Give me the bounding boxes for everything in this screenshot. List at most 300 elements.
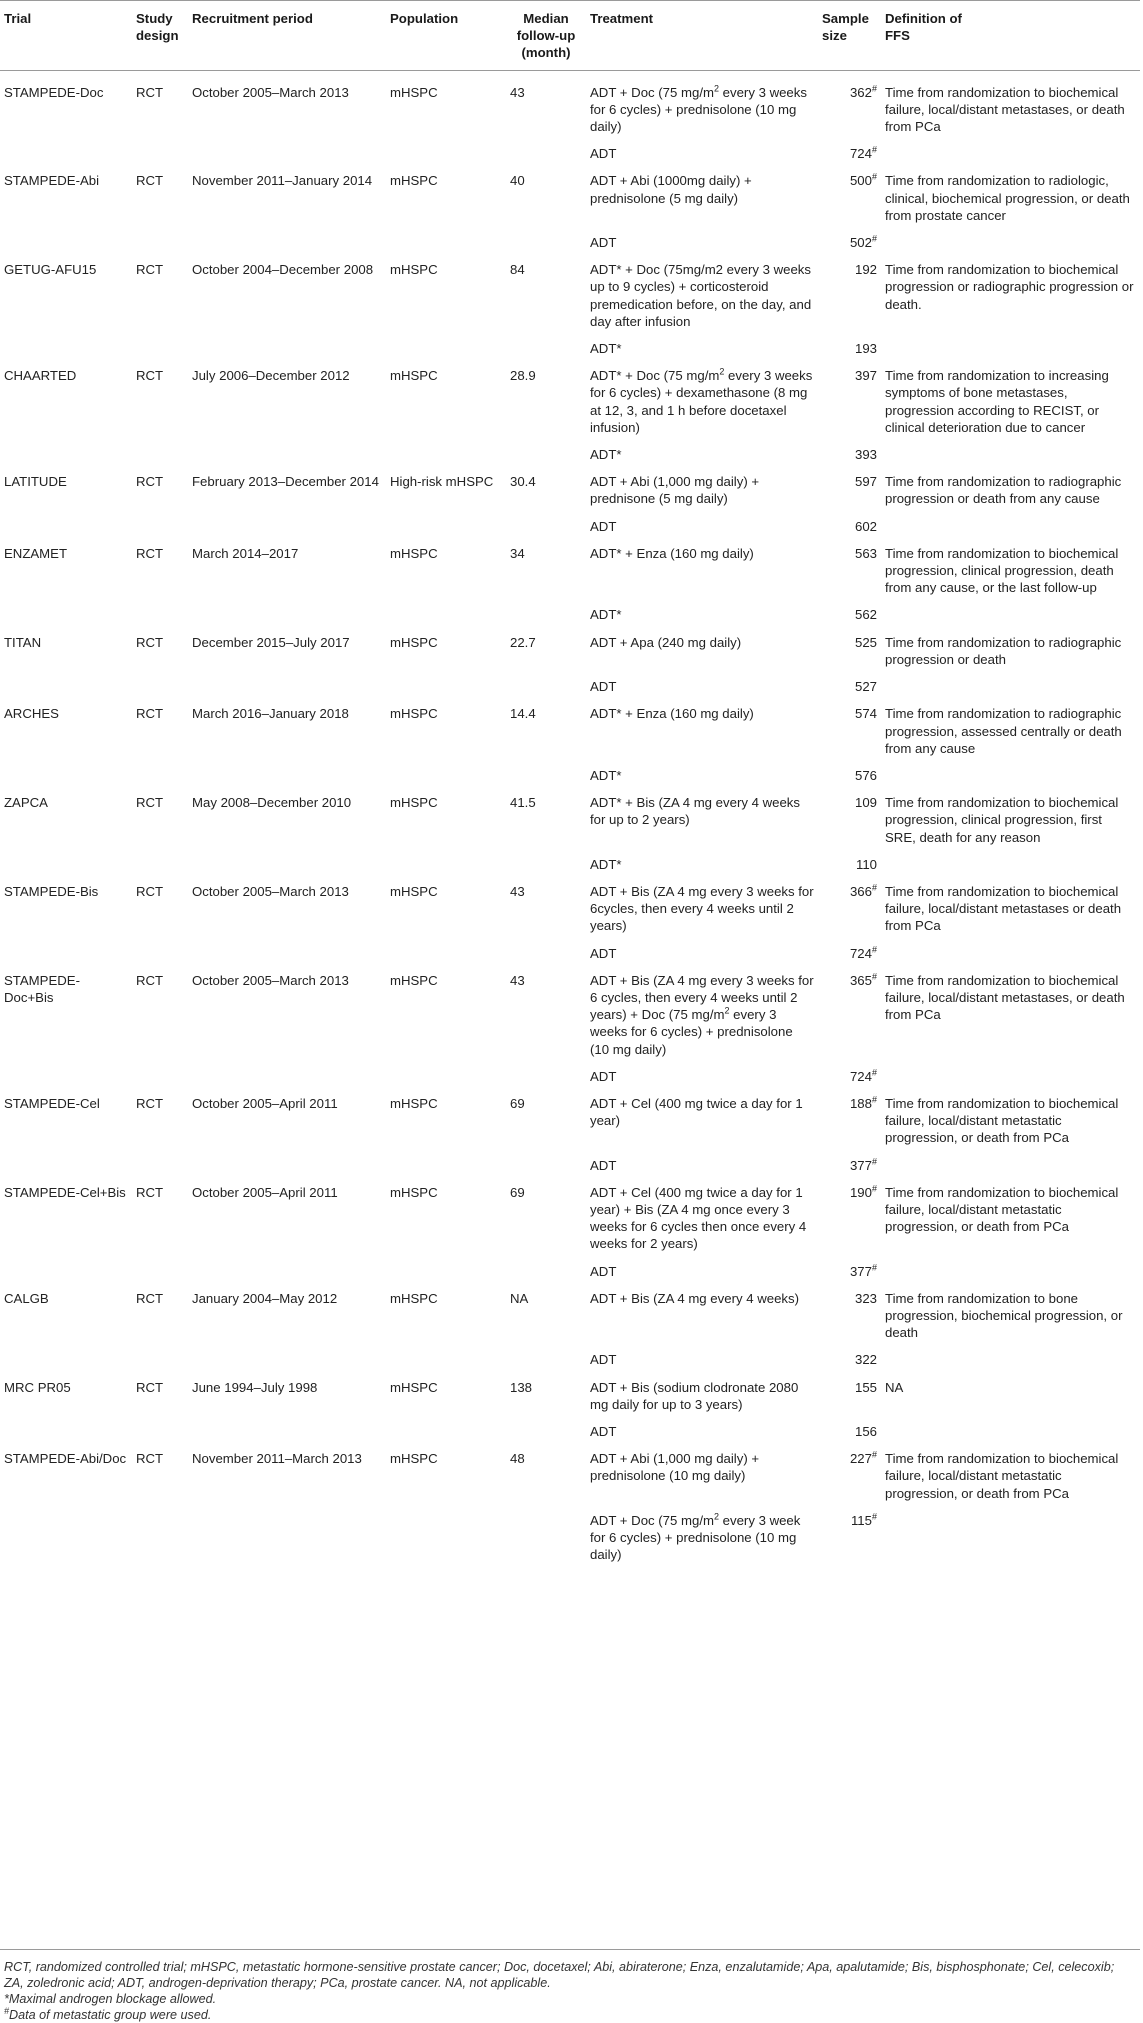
trial-name: TITAN — [4, 634, 42, 650]
treatment: ADT* + Doc (75mg/m2 every 3 weeks up to 9 cycles) + corticosteroid premedication before, on the day, and day after infusion — [590, 262, 812, 329]
empty-cell — [0, 1346, 132, 1373]
empty-cell — [132, 762, 188, 789]
recruitment-period: October 2005–March 2013 — [192, 84, 349, 100]
trial-row — [0, 468, 1140, 512]
empty-cell — [881, 1258, 1140, 1285]
trial-name: CHAARTED — [4, 368, 77, 384]
trial-arm-row — [0, 1346, 1140, 1373]
trial-arm-row — [0, 140, 1140, 167]
median-follow-up: 69 — [510, 1184, 525, 1200]
empty-cell — [188, 229, 386, 256]
median-follow-up: 84 — [510, 262, 525, 278]
treatment: ADT — [590, 1263, 617, 1279]
empty-cell — [0, 601, 132, 628]
trial-arm-row — [0, 940, 1140, 967]
trial-row — [0, 878, 1140, 940]
table-header — [0, 1, 1140, 71]
sample-size-value: 188 — [849, 1095, 872, 1111]
trial-row — [0, 1445, 1140, 1507]
recruitment-period: July 2006–December 2012 — [192, 368, 350, 384]
recruitment-period: November 2011–January 2014 — [192, 173, 373, 189]
metastatic-mark: # — [871, 944, 877, 955]
treatment: ADT — [590, 1424, 617, 1439]
empty-cell — [881, 1063, 1140, 1090]
empty-cell — [881, 335, 1140, 362]
empty-cell — [881, 601, 1140, 628]
empty-cell — [188, 1346, 386, 1373]
header-ffs-definition: Definition of FFS — [885, 11, 962, 44]
recruitment-period: October 2005–March 2013 — [192, 883, 349, 899]
empty-cell — [188, 335, 386, 362]
empty-cell — [188, 1152, 386, 1179]
ffs-definition: Time from randomization to biochemical failure, local/distant metastatic progression, or death from PCa — [885, 1184, 1119, 1235]
empty-cell — [881, 140, 1140, 167]
trial-arm-row — [0, 673, 1140, 700]
metastatic-mark: # — [871, 1262, 877, 1273]
population: mHSPC — [390, 368, 438, 384]
median-follow-up: NA — [510, 1290, 529, 1306]
sample-size — [818, 167, 881, 229]
trial-row — [0, 700, 1140, 762]
empty-cell — [386, 1152, 506, 1179]
empty-cell — [506, 513, 586, 540]
empty-cell — [386, 940, 506, 967]
ffs-definition: Time from randomization to biochemical failure, local/distant metastatic progression, or death from PCa — [885, 1095, 1119, 1146]
empty-cell — [386, 1418, 506, 1445]
empty-cell — [386, 851, 506, 878]
header-treatment: Treatment — [590, 11, 654, 26]
treatment: ADT + Apa (240 mg daily) — [590, 634, 742, 650]
empty-cell — [188, 1063, 386, 1090]
ffs-definition: Time from randomization to radiographic progression or death from any cause — [885, 474, 1122, 507]
population: mHSPC — [390, 706, 438, 722]
empty-cell — [0, 229, 132, 256]
trial-arm-row — [0, 1063, 1140, 1090]
empty-cell — [881, 1418, 1140, 1445]
metastatic-mark: # — [871, 83, 877, 94]
footnote-abbreviations: RCT, randomized controlled trial; mHSPC, metastatic hormone-sensitive prostate cancer; Doc, docetaxel; Abi, abiraterone; Enza, enzalutamide; Apa, apalutamide; Bis, bisphosphonate; Cel, celecoxib; ZA, zoledronic acid; ADT, androgen-deprivation therapy; PCa, prostate cancer. NA, not applicable. — [4, 1960, 1115, 1990]
empty-cell — [881, 851, 1140, 878]
empty-cell — [0, 673, 132, 700]
metastatic-mark: # — [871, 1094, 877, 1105]
sample-size-value: 227 — [849, 1451, 872, 1467]
empty-cell — [0, 1258, 132, 1285]
empty-cell — [188, 601, 386, 628]
median-follow-up: 43 — [510, 972, 525, 988]
sample-size-value: 190 — [849, 1184, 872, 1200]
sample-size-value: 525 — [854, 634, 877, 650]
sample-size — [818, 700, 881, 762]
sample-size-value: 193 — [854, 341, 877, 357]
empty-cell — [132, 851, 188, 878]
trial-name: STAMPEDE-Bis — [4, 883, 99, 899]
empty-cell — [0, 1152, 132, 1179]
header-sample-size: Sample size — [822, 11, 869, 44]
study-design: RCT — [136, 545, 164, 561]
sample-size-value: 397 — [854, 368, 877, 384]
sample-size — [818, 940, 881, 967]
ffs-definition: Time from randomization to bone progression, biochemical progression, or death — [885, 1290, 1123, 1341]
treatment: ADT* — [590, 856, 622, 872]
sample-size-value: 109 — [854, 795, 877, 811]
trial-name: STAMPEDE-Cel — [4, 1095, 100, 1111]
sample-size — [818, 1418, 881, 1445]
trial-arm-row — [0, 1258, 1140, 1285]
population: mHSPC — [390, 84, 438, 100]
empty-cell — [881, 441, 1140, 468]
population: mHSPC — [390, 883, 438, 899]
empty-cell — [386, 1346, 506, 1373]
empty-cell — [188, 762, 386, 789]
sample-size — [818, 629, 881, 673]
recruitment-period: March 2014–2017 — [192, 545, 299, 561]
study-design: RCT — [136, 368, 164, 384]
treatment: ADT + Bis (ZA 4 mg every 4 weeks) — [590, 1290, 799, 1306]
sample-size-value: 502 — [849, 235, 872, 251]
empty-cell — [0, 1418, 132, 1445]
population: mHSPC — [390, 1095, 438, 1111]
population: mHSPC — [390, 1379, 438, 1395]
empty-cell — [881, 762, 1140, 789]
empty-cell — [506, 1152, 586, 1179]
empty-cell — [188, 1418, 386, 1445]
sample-size — [818, 601, 881, 628]
recruitment-period: December 2015–July 2017 — [192, 634, 350, 650]
empty-cell — [506, 140, 586, 167]
sample-size — [818, 362, 881, 441]
sample-size-value: 110 — [855, 856, 877, 872]
study-design: RCT — [136, 1379, 164, 1395]
empty-cell — [0, 851, 132, 878]
trial-arm-row — [0, 335, 1140, 362]
trial-row — [0, 789, 1140, 851]
empty-cell — [881, 673, 1140, 700]
sample-size-value: 362 — [849, 84, 872, 100]
sample-size — [818, 1285, 881, 1347]
trial-arm-row — [0, 601, 1140, 628]
treatment: ADT* + Doc (75 $mg/m^2$ every 3 weeks for 6 cycles) + dexamethasone (8 mg at 12, 3, and 1 h before docetaxel infusion) — [590, 366, 813, 435]
treatment: ADT — [590, 235, 617, 251]
footnote-hash: #Data of metastatic group were used. — [4, 2005, 212, 2022]
treatment: ADT + Doc (75 $mg/m^2$ every 3 weeks for 6 cycles) + prednisolone (10 mg daily) — [590, 83, 807, 135]
trial-name: STAMPEDE-Abi — [4, 173, 100, 189]
empty-cell — [386, 140, 506, 167]
sample-size — [818, 335, 881, 362]
empty-cell — [132, 140, 188, 167]
study-design: RCT — [136, 1184, 164, 1200]
sample-size-value: 323 — [854, 1290, 877, 1306]
treatment: ADT — [590, 146, 617, 162]
empty-cell — [506, 940, 586, 967]
study-design: RCT — [136, 173, 164, 189]
treatment: ADT + Bis (ZA 4 mg every 3 weeks for 6cycles, then every 4 weeks until 2 years) — [590, 883, 814, 934]
empty-cell — [132, 1346, 188, 1373]
treatment: ADT — [590, 1352, 617, 1368]
study-design: RCT — [136, 706, 164, 722]
sample-size-value: 322 — [854, 1352, 877, 1368]
ffs-definition: Time from randomization to increasing symptoms of bone metastases, progression according to RECIST, or clinical deterioration due to cancer — [885, 368, 1109, 435]
ffs-definition: Time from randomization to biochemical progression, clinical progression, first SRE, death for any reason — [885, 795, 1119, 845]
header-followup: Median follow-up (month) — [516, 11, 576, 61]
treatment: ADT + Abi (1,000 mg daily) + prednisolone (10 mg daily) — [590, 1451, 760, 1484]
empty-cell — [0, 762, 132, 789]
ffs-definition: Time from randomization to biochemical failure, local/distant metastases or death from PCa — [885, 883, 1122, 934]
sample-size — [818, 441, 881, 468]
population: mHSPC — [390, 1290, 438, 1306]
study-design: RCT — [136, 634, 164, 650]
sample-size-value: 527 — [854, 679, 877, 695]
header-period: Recruitment period — [192, 11, 313, 26]
study-design: RCT — [136, 1095, 164, 1111]
trial-name: LATITUDE — [4, 474, 67, 490]
study-design: RCT — [136, 262, 164, 278]
sample-size-value: 576 — [854, 767, 877, 783]
treatment: ADT — [590, 1157, 617, 1173]
median-follow-up: 28.9 — [510, 368, 536, 384]
header-population: Population — [390, 11, 459, 26]
empty-cell — [881, 1507, 1140, 1569]
treatment: ADT* — [590, 607, 622, 623]
study-design: RCT — [136, 474, 164, 490]
treatment: ADT + Bis (sodium clodronate 2080 mg daily for up to 3 years) — [590, 1379, 799, 1412]
median-follow-up: 34 — [510, 545, 525, 561]
population: mHSPC — [390, 634, 438, 650]
sample-size — [818, 1179, 881, 1258]
empty-cell — [132, 513, 188, 540]
trial-arm-row — [0, 1507, 1140, 1569]
trial-row — [0, 540, 1140, 602]
sample-size-value: 724 — [849, 1068, 872, 1084]
population: mHSPC — [390, 795, 438, 811]
sample-size-value: 377 — [849, 1263, 872, 1279]
trial-name: STAMPEDE-Cel+Bis — [4, 1184, 126, 1200]
empty-cell — [0, 1063, 132, 1090]
empty-cell — [386, 673, 506, 700]
metastatic-mark: # — [871, 233, 877, 244]
study-design: RCT — [136, 84, 164, 100]
recruitment-period: October 2005–April 2011 — [192, 1184, 338, 1200]
empty-cell — [132, 335, 188, 362]
empty-cell — [132, 673, 188, 700]
sample-size-value: 115 — [850, 1512, 872, 1528]
empty-cell — [188, 140, 386, 167]
trial-row — [0, 70, 1140, 140]
sample-size-value: 597 — [854, 474, 877, 490]
sample-size — [818, 140, 881, 167]
treatment: ADT* — [590, 767, 622, 783]
treatment: ADT — [590, 679, 617, 695]
table-body — [0, 70, 1140, 1568]
metastatic-mark: # — [871, 1067, 877, 1078]
empty-cell — [386, 441, 506, 468]
trial-arm-row — [0, 229, 1140, 256]
empty-cell — [506, 229, 586, 256]
sample-size — [818, 513, 881, 540]
median-follow-up: 30.4 — [510, 474, 536, 490]
trial-name: ENZAMET — [4, 545, 68, 561]
empty-cell — [386, 1507, 506, 1569]
sample-size — [818, 673, 881, 700]
empty-cell — [386, 601, 506, 628]
empty-cell — [0, 513, 132, 540]
empty-cell — [132, 1418, 188, 1445]
sample-size — [818, 851, 881, 878]
empty-cell — [132, 1507, 188, 1569]
median-follow-up: 43 — [510, 84, 525, 100]
trial-row — [0, 167, 1140, 229]
sample-size-value: 365 — [849, 972, 872, 988]
study-design: RCT — [136, 883, 164, 899]
recruitment-period: June 1994–July 1998 — [192, 1379, 318, 1395]
treatment: ADT + Cel (400 mg twice a day for 1 year) — [590, 1095, 803, 1129]
metastatic-mark: # — [871, 882, 877, 893]
empty-cell — [506, 673, 586, 700]
treatment: ADT + Cel (400 mg twice a day for 1 year) + Bis (ZA 4 mg once every 3 weeks for 6 cycles then once every 4 weeks for 2 years) — [590, 1184, 807, 1252]
treatment: ADT — [590, 945, 617, 961]
sample-size-value: 192 — [854, 262, 877, 278]
recruitment-period: October 2005–April 2011 — [192, 1095, 338, 1111]
sample-size — [818, 229, 881, 256]
empty-cell — [0, 940, 132, 967]
study-design: RCT — [136, 972, 164, 988]
empty-cell — [386, 1258, 506, 1285]
treatment: ADT* — [590, 341, 622, 357]
empty-cell — [188, 673, 386, 700]
median-follow-up: 41.5 — [510, 795, 536, 811]
table-footnotes — [0, 1949, 1140, 2023]
study-design: RCT — [136, 1290, 164, 1306]
trial-name: GETUG-AFU15 — [4, 262, 97, 278]
trial-row — [0, 1179, 1140, 1258]
empty-cell — [132, 1258, 188, 1285]
recruitment-period: January 2004–May 2012 — [192, 1290, 338, 1306]
empty-cell — [188, 513, 386, 540]
empty-cell — [188, 1507, 386, 1569]
empty-cell — [506, 1507, 586, 1569]
treatment: ADT* — [590, 447, 622, 463]
sample-size-value: 156 — [854, 1424, 877, 1439]
sample-size — [818, 1063, 881, 1090]
sample-size — [818, 1258, 881, 1285]
metastatic-mark: # — [871, 1449, 877, 1460]
empty-cell — [506, 441, 586, 468]
empty-cell — [386, 229, 506, 256]
ffs-definition: Time from randomization to biochemical failure, local/distant metastatic progression, or death from PCa — [885, 1451, 1119, 1501]
empty-cell — [506, 851, 586, 878]
population: mHSPC — [390, 545, 438, 561]
trial-name: ZAPCA — [4, 795, 48, 811]
trial-name: ARCHES — [4, 706, 59, 722]
empty-cell — [0, 441, 132, 468]
metastatic-mark: # — [871, 1156, 877, 1167]
median-follow-up: 14.4 — [510, 706, 536, 722]
metastatic-mark: # — [871, 172, 877, 183]
trial-arm-row — [0, 851, 1140, 878]
ffs-definition: NA — [885, 1379, 904, 1395]
sample-size-value: 724 — [849, 945, 872, 961]
sample-size-value: 724 — [849, 146, 872, 162]
trial-arm-row — [0, 762, 1140, 789]
trial-row — [0, 1090, 1140, 1152]
empty-cell — [506, 1258, 586, 1285]
median-follow-up: 69 — [510, 1095, 525, 1111]
sample-size-value: 377 — [849, 1157, 872, 1173]
empty-cell — [506, 1418, 586, 1445]
empty-cell — [132, 229, 188, 256]
empty-cell — [188, 1258, 386, 1285]
trial-row — [0, 1374, 1140, 1418]
trial-name: STAMPEDE-Abi/Doc — [4, 1451, 127, 1467]
sample-size — [818, 540, 881, 602]
treatment: ADT + Doc (75 $mg/m^2$ every 3 week for 6 cycles) + prednisolone (10 mg daily) — [590, 1511, 801, 1563]
median-follow-up: 138 — [510, 1379, 533, 1395]
sample-size — [818, 762, 881, 789]
population: mHSPC — [390, 1184, 438, 1200]
population: mHSPC — [390, 1451, 438, 1467]
trial-row — [0, 362, 1140, 441]
empty-cell — [132, 1063, 188, 1090]
sample-size — [818, 1346, 881, 1373]
treatment: ADT — [590, 1068, 617, 1084]
sample-size-value: 562 — [854, 607, 877, 623]
sample-size — [818, 1445, 881, 1507]
study-design: RCT — [136, 795, 164, 811]
trial-row — [0, 1285, 1140, 1347]
sample-size — [818, 468, 881, 512]
sample-size — [818, 1374, 881, 1418]
empty-cell — [386, 1063, 506, 1090]
trial-name: CALGB — [4, 1290, 49, 1306]
trial-row — [0, 629, 1140, 673]
metastatic-mark: # — [871, 144, 877, 155]
population: mHSPC — [390, 173, 438, 189]
empty-cell — [386, 513, 506, 540]
trial-name: STAMPEDE-Doc — [4, 84, 104, 100]
sample-size-value: 563 — [854, 545, 877, 561]
ffs-definition: Time from randomization to radiologic, clinical, biochemical progression, or death from prostate cancer — [885, 173, 1130, 223]
empty-cell — [506, 762, 586, 789]
sample-size — [818, 789, 881, 851]
empty-cell — [188, 851, 386, 878]
metastatic-mark: # — [871, 1511, 877, 1522]
sample-size — [818, 1507, 881, 1569]
sample-size-value: 366 — [849, 883, 872, 899]
sample-size-value: 393 — [854, 447, 877, 463]
empty-cell — [132, 1152, 188, 1179]
recruitment-period: October 2005–March 2013 — [192, 972, 349, 988]
population: mHSPC — [390, 972, 438, 988]
header-trial: Trial — [4, 11, 32, 26]
trial-row — [0, 256, 1140, 335]
empty-cell — [506, 601, 586, 628]
recruitment-period: March 2016–January 2018 — [192, 706, 349, 722]
empty-cell — [188, 940, 386, 967]
sample-size-value: 155 — [854, 1379, 877, 1395]
sample-size-value: 574 — [854, 706, 877, 722]
empty-cell — [881, 1152, 1140, 1179]
empty-cell — [0, 335, 132, 362]
median-follow-up: 40 — [510, 173, 525, 189]
treatment: ADT* + Bis (ZA 4 mg every 4 weeks for up to 2 years) — [590, 795, 800, 828]
metastatic-mark: # — [871, 971, 877, 982]
ffs-definition: Time from randomization to radiographic progression or death — [885, 634, 1122, 667]
recruitment-period: May 2008–December 2010 — [192, 795, 352, 811]
empty-cell — [881, 1346, 1140, 1373]
population: High-risk mHSPC — [390, 474, 494, 490]
empty-cell — [506, 1346, 586, 1373]
trial-name: MRC PR05 — [4, 1379, 71, 1395]
ffs-definition: Time from randomization to biochemical progression, clinical progression, death from any cause, or the last follow-up — [885, 545, 1119, 596]
